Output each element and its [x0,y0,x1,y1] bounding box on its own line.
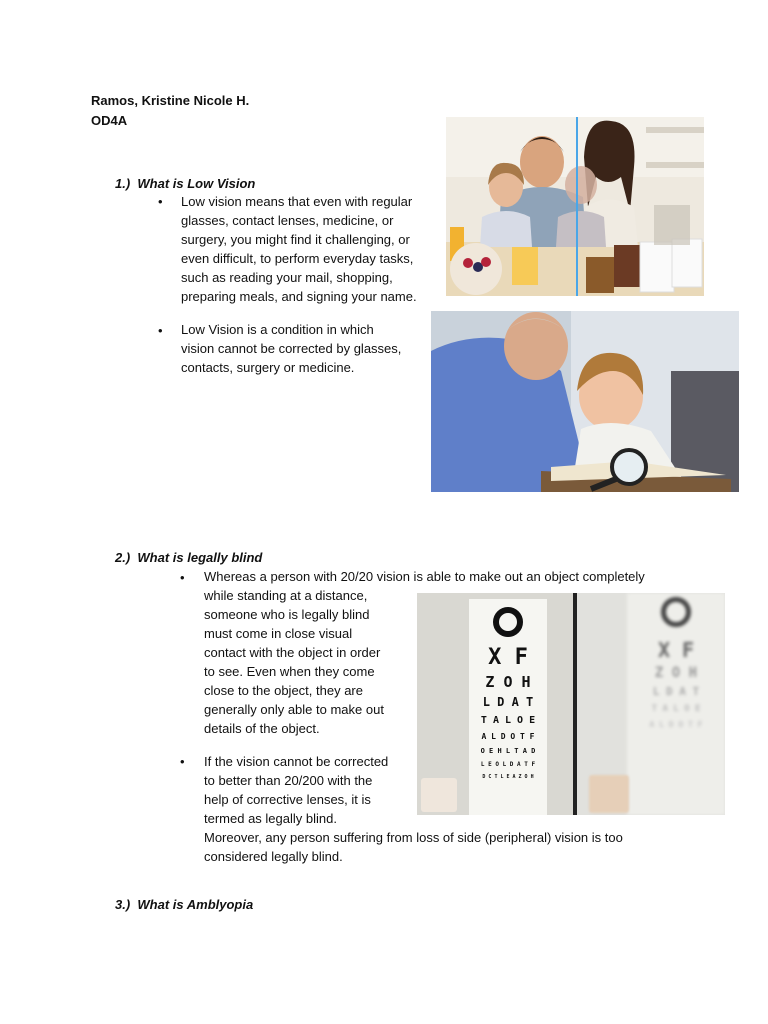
text-line: Low vision means that even with regular [181,194,413,209]
eye-chart-row: L E O L D A T F [480,761,536,768]
text-line: considered legally blind. [204,849,343,864]
eye-chart-row: A L D O T F [649,720,703,729]
section-1-bullet-2 [181,320,401,377]
section-1-title: What is Low Vision [137,176,256,191]
text-line: to better than 20/200 with the [204,773,373,788]
bullet-dot: • [180,570,185,585]
text-line: If the vision cannot be corrected [204,754,389,769]
text-line: even difficult, to perform everyday tasks, [181,251,414,266]
eye-chart-sharp [469,599,547,815]
section-1-number: 1.) [115,176,131,191]
mug-image [589,775,629,813]
family-photo [446,117,704,296]
text-line: vision cannot be corrected by glasses, [181,341,402,356]
text-line: Moreover, any person suffering from loss of side (peripheral) vision is too [204,830,623,845]
eye-chart-row: D C T L E A Z O H [482,774,534,780]
section-1-heading [115,176,255,191]
bullet-dot: • [158,323,163,338]
text-line: generally only able to make out [204,702,384,717]
magnifier-reading-photo [431,311,739,492]
section-2-title: What is legally blind [137,550,263,565]
text-line: details of the object. [204,721,320,736]
text-line: contact with the object in order [204,645,381,660]
eye-chart-row: A L D O T F [481,732,535,741]
text-line: Low Vision is a condition in which [181,322,374,337]
section-1-bullet-1 [181,192,417,306]
ring-optotype-icon [661,597,691,627]
section-2-heading [115,550,262,565]
eye-chart-row: X F [488,645,528,670]
eye-chart-row: T A L O E [651,704,701,714]
mug-image [421,778,457,812]
bullet-dot: • [158,194,163,209]
text-line: preparing meals, and signing your name. [181,289,417,304]
class-section: OD4A [91,113,128,128]
text-line: glasses, contact lenses, medicine, or [181,213,394,228]
eye-chart-row: X F [657,638,695,662]
eye-chart-row: L D A T [652,685,700,698]
ring-optotype-icon [493,607,523,637]
section-3-title: What is Amblyopia [137,897,254,912]
author-name: Ramos, Kristine Nicole H. [91,93,250,108]
text-line: Whereas a person with 20/20 vision is able to make out an object completely [204,569,645,584]
section-3-number: 3.) [115,897,131,912]
eye-chart-photo [417,593,725,815]
eye-chart-blurred [627,593,725,815]
eye-chart-row: L D A T [482,695,534,709]
text-line: such as reading your mail, shopping, [181,270,393,285]
eye-chart-row: O E H L T A D [480,747,536,755]
text-line: while standing at a distance, [204,588,368,603]
text-line: someone who is legally blind [204,607,370,622]
eye-chart-row: Z O H [654,665,698,681]
text-line: close to the object, they are [204,683,363,698]
text-line: contacts, surgery or medicine. [181,360,355,375]
text-line: termed as legally blind. [204,811,337,826]
section-2-number: 2.) [115,550,131,565]
text-line: to see. Even when they come [204,664,375,679]
eye-chart-row: T A L O E [480,715,536,726]
text-line: must come in close visual [204,626,353,641]
section-3-heading [115,897,253,912]
bullet-dot: • [180,754,185,769]
text-line: surgery, you might find it challenging, or [181,232,410,247]
text-line: help of corrective lenses, it is [204,792,371,807]
eye-chart-row: Z O H [485,673,531,691]
